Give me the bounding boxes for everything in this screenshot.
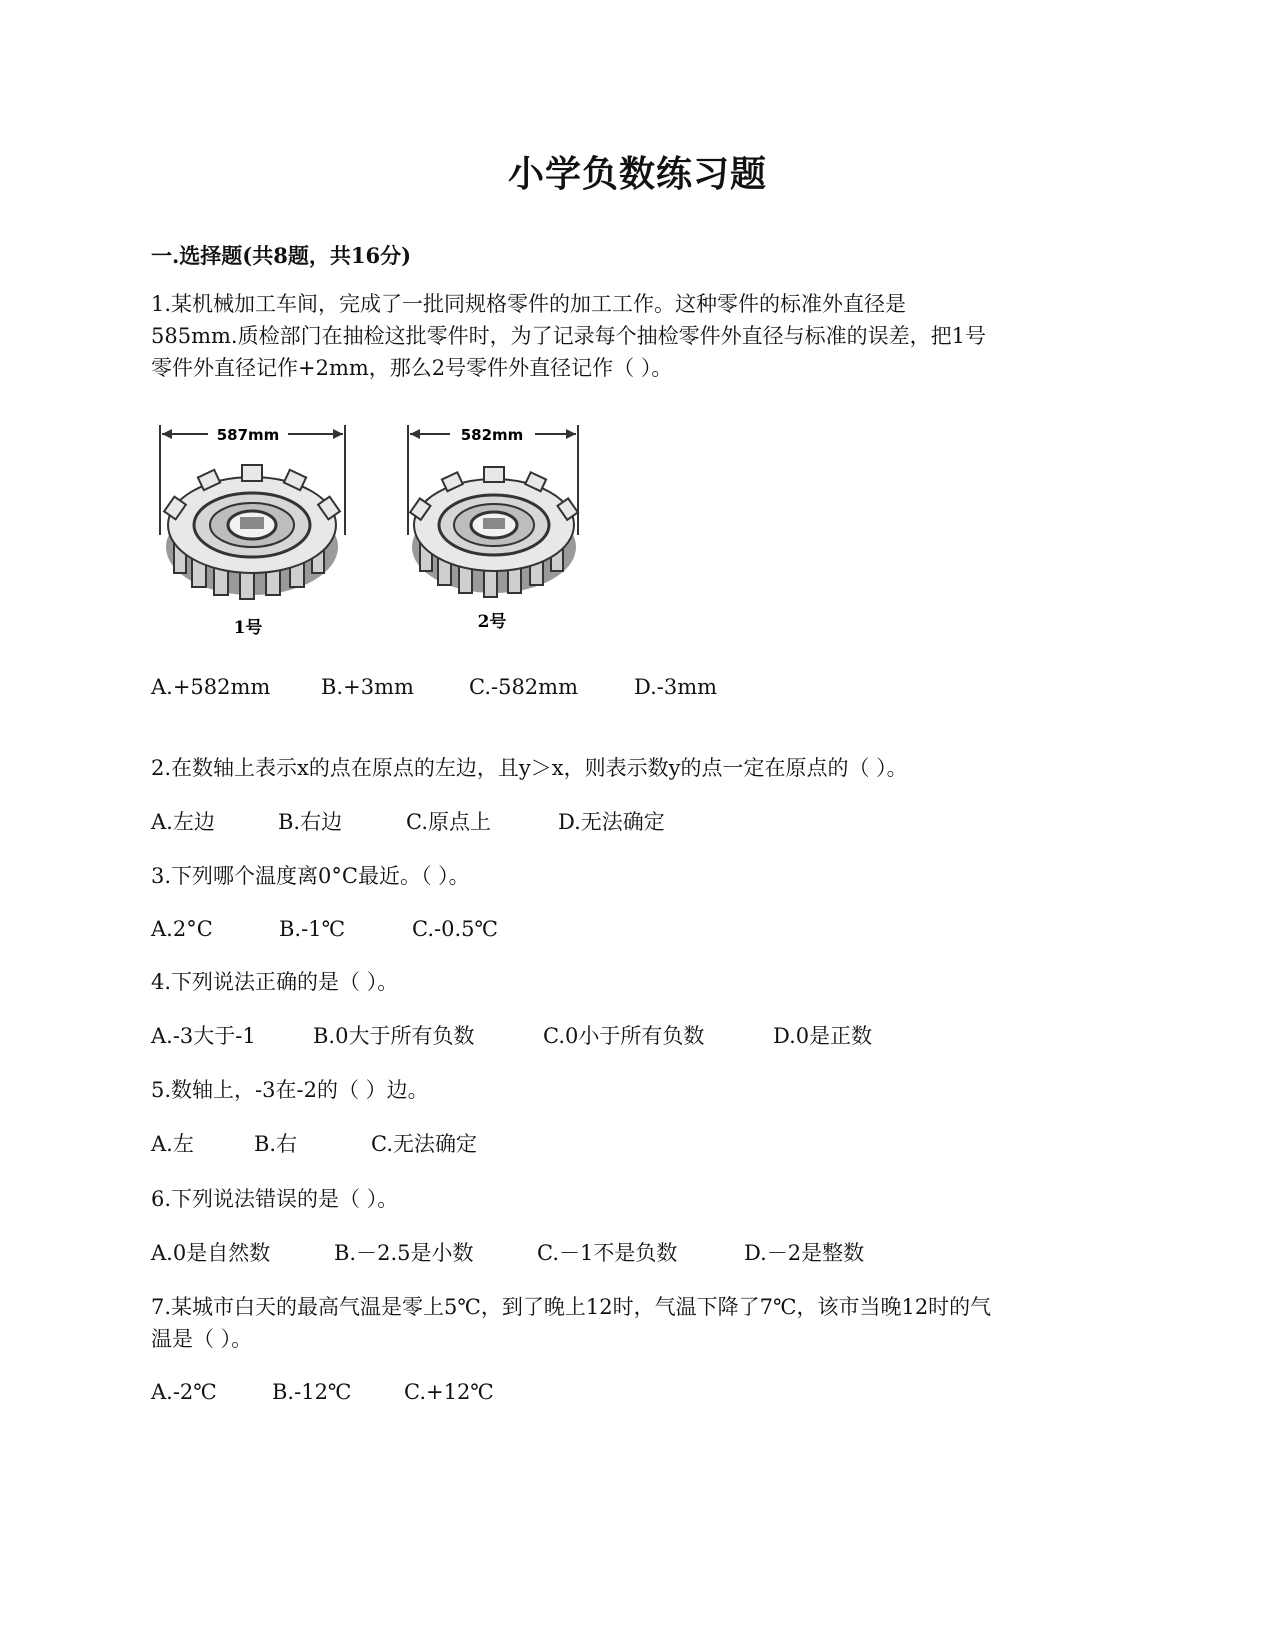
gear-2-dimension-label: 582mm — [460, 426, 524, 444]
question-line: 3.下列哪个温度离0°C最近。（ ）。 — [151, 864, 470, 888]
question-2-text — [151, 752, 1131, 784]
option-a[interactable]: A.左 — [151, 1132, 194, 1156]
question-line: 4.下列说法正确的是（ ）。 — [151, 970, 399, 994]
question-3-text — [151, 860, 1131, 892]
option-c[interactable]: C.原点上 — [406, 810, 491, 834]
section-heading: 一.选择题(共8题，共16分) — [151, 243, 412, 268]
question-6-options — [151, 1237, 864, 1269]
question-line: 2.在数轴上表示x的点在原点的左边，且y＞x，则表示数y的点一定在原点的（ ）。 — [151, 756, 908, 780]
question-4-text — [151, 966, 1131, 998]
page-title: 小学负数练习题 — [507, 153, 767, 195]
option-b[interactable]: B.0大于所有负数 — [313, 1024, 475, 1048]
option-a[interactable]: A.+582mm — [151, 675, 271, 699]
gear-2-caption: 2号 — [477, 612, 507, 632]
option-a[interactable]: A.0是自然数 — [151, 1241, 271, 1265]
gear-1-icon — [164, 465, 340, 599]
question-5-options — [151, 1128, 477, 1160]
question-6-text — [151, 1183, 1131, 1215]
option-d[interactable]: D.－2是整数 — [744, 1241, 865, 1265]
question-line: 零件外直径记作+2mm，那么2号零件外直径记作（ ）。 — [151, 356, 673, 380]
option-c[interactable]: C.－1不是负数 — [537, 1241, 678, 1265]
gear-figure — [150, 425, 630, 650]
option-b[interactable]: B.右 — [254, 1132, 298, 1156]
question-5-text — [151, 1074, 1131, 1106]
option-c[interactable]: C.-0.5℃ — [412, 917, 498, 941]
question-7-text — [151, 1291, 1131, 1355]
option-b[interactable]: B.+3mm — [321, 675, 414, 699]
question-line: 585mm.质检部门在抽检这批零件时，为了记录每个抽检零件外直径与标准的误差，把1号 — [151, 324, 986, 348]
question-7-options — [151, 1376, 494, 1408]
question-4-options — [151, 1020, 872, 1052]
option-c[interactable]: C.0小于所有负数 — [543, 1024, 705, 1048]
question-3-options — [151, 913, 498, 945]
question-line: 1.某机械加工车间，完成了一批同规格零件的加工工作。这种零件的标准外直径是 — [151, 292, 907, 316]
option-a[interactable]: A.2°C — [151, 917, 213, 941]
question-2-options — [151, 806, 665, 838]
option-b[interactable]: B.-12℃ — [272, 1380, 352, 1404]
option-c[interactable]: C.-582mm — [469, 675, 578, 699]
gear-1-dimension-label: 587mm — [216, 426, 280, 444]
question-line: 7.某城市白天的最高气温是零上5℃，到了晚上12时，气温下降了7℃，该市当晚12时的气 — [151, 1295, 992, 1319]
option-b[interactable]: B.右边 — [278, 810, 343, 834]
question-1-text — [151, 288, 1131, 384]
question-line: 6.下列说法错误的是（ ）。 — [151, 1187, 399, 1211]
option-c[interactable]: C.无法确定 — [371, 1132, 477, 1156]
gear-1-caption: 1号 — [233, 618, 263, 638]
gear-2-icon — [410, 467, 578, 597]
option-a[interactable]: A.-2℃ — [151, 1380, 217, 1404]
option-d[interactable]: D.-3mm — [634, 675, 718, 699]
option-b[interactable]: B.-1℃ — [279, 917, 346, 941]
question-line: 温是（ ）。 — [151, 1327, 253, 1351]
question-1-options — [151, 671, 717, 703]
option-c[interactable]: C.+12℃ — [404, 1380, 494, 1404]
option-d[interactable]: D.无法确定 — [558, 810, 665, 834]
option-b[interactable]: B.－2.5是小数 — [334, 1241, 474, 1265]
option-a[interactable]: A.-3大于-1 — [151, 1024, 256, 1048]
option-d[interactable]: D.0是正数 — [773, 1024, 873, 1048]
question-line: 5.数轴上，-3在-2的（ ）边。 — [151, 1078, 429, 1102]
option-a[interactable]: A.左边 — [151, 810, 215, 834]
